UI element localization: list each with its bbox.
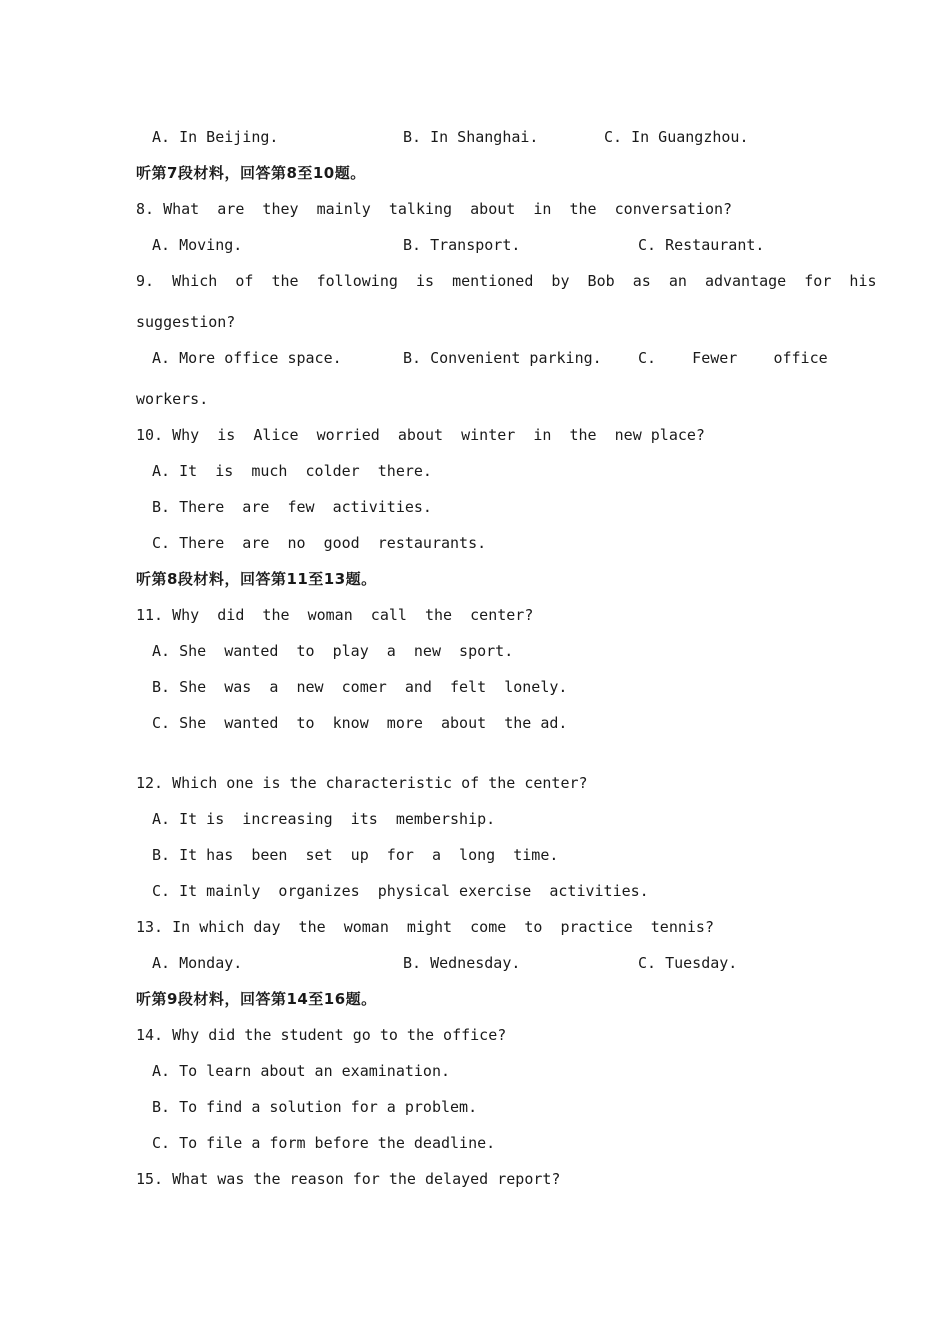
q14-stem: 14. Why did the student go to the office? [136, 1026, 507, 1044]
q12-option-a: A. It is increasing its membership. [152, 810, 496, 828]
q12-option-b: B. It has been set up for a long time. [152, 846, 559, 864]
q15-stem: 15. What was the reason for the delayed report? [136, 1170, 561, 1188]
q11-option-c: C. She wanted to know more about the ad. [152, 714, 568, 732]
q14-option-c: C. To file a form before the deadline. [152, 1134, 496, 1152]
q8-option-a: A. Moving. [152, 236, 243, 254]
q10-option-b: B. There are few activities. [152, 498, 432, 516]
q9-option-c-line2: workers. [136, 390, 209, 408]
q12-option-c: C. It mainly organizes physical exercise activities. [152, 882, 649, 900]
q7-option-a: A. In Beijing. [152, 128, 279, 146]
q12-stem: 12. Which one is the characteristic of the center? [136, 774, 588, 792]
q10-option-a: A. It is much colder there. [152, 462, 432, 480]
q13-option-b: B. Wednesday. [403, 954, 521, 972]
q7-option-b: B. In Shanghai. [403, 128, 539, 146]
section-9-heading: 听第9段材料，回答第14至16题。 [136, 990, 377, 1008]
q13-option-a: A. Monday. [152, 954, 243, 972]
section-7-heading: 听第7段材料，回答第8至10题。 [136, 164, 366, 182]
q8-stem: 8. What are they mainly talking about in the conversation? [136, 200, 733, 218]
q14-option-a: A. To learn about an examination. [152, 1062, 451, 1080]
q10-stem: 10. Why is Alice worried about winter in the new place? [136, 426, 705, 444]
section-8-heading: 听第8段材料，回答第11至13题。 [136, 570, 377, 588]
q10-option-c: C. There are no good restaurants. [152, 534, 487, 552]
q9-stem-line1: 9. Which of the following is mentioned by Bob as an advantage for his [136, 272, 877, 290]
q8-option-c: C. Restaurant. [638, 236, 765, 254]
q8-option-b: B. Transport. [403, 236, 521, 254]
q11-stem: 11. Why did the woman call the center? [136, 606, 534, 624]
q11-option-a: A. She wanted to play a new sport. [152, 642, 514, 660]
q7-option-c: C. In Guangzhou. [604, 128, 749, 146]
q9-option-a: A. More office space. [152, 349, 342, 367]
q11-option-b: B. She was a new comer and felt lonely. [152, 678, 568, 696]
q9-stem-line2: suggestion? [136, 313, 236, 331]
q14-option-b: B. To find a solution for a problem. [152, 1098, 478, 1116]
q13-option-c: C. Tuesday. [638, 954, 738, 972]
q13-stem: 13. In which day the woman might come to practice tennis? [136, 918, 714, 936]
q9-option-c-line1: C. Fewer office [638, 349, 828, 367]
q9-option-b: B. Convenient parking. [403, 349, 602, 367]
